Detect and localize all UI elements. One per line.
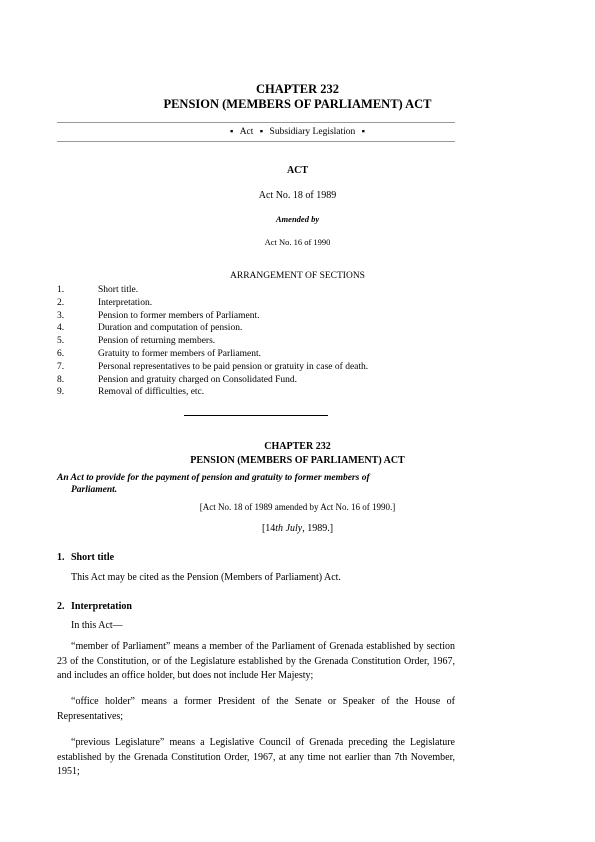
amended-by-heading: Amended by (275, 214, 320, 224)
section-2-heading: 2. Interpretation (57, 601, 132, 612)
nav-bar (0, 127, 595, 137)
section-2-intro: In this Act— (71, 620, 123, 631)
definition-office-holder: “office holder” means a former President of the Senate or Speaker of the House of Representatives; (57, 696, 455, 722)
body-chapter-number: CHAPTER 232 (264, 441, 331, 452)
act-number: Act No. 18 of 1989 (258, 190, 337, 201)
act-title: PENSION (MEMBERS OF PARLIAMENT) ACT (163, 97, 432, 111)
nav-top-rule (57, 122, 455, 123)
section-link-4[interactable]: 4. Duration and computation of pension. (57, 323, 243, 334)
section-link-5[interactable]: 5. Pension of returning members. (57, 336, 216, 347)
body-chapter-header (0, 440, 595, 468)
commencement-date: [14th July, 1989.] (261, 523, 334, 534)
sections-list (57, 284, 477, 399)
definition-member-of-parliament: “member of Parliament” means a member of the Parliament of Grenada established by section 23 of the Constitution, or of the Legislature established by the Grenada Constitution Order, 1967, and includes an office holder, but does not include Her Majesty; (57, 641, 455, 681)
nav-link-subsidiary-legislation[interactable]: Subsidiary Legislation (269, 127, 356, 137)
nav-bottom-rule (57, 141, 455, 142)
chapter-header (0, 82, 595, 112)
body-act-title: PENSION (MEMBERS OF PARLIAMENT) ACT (190, 455, 405, 466)
section-1-text: This Act may be cited as the Pension (Members of Parliament) Act. (71, 572, 341, 583)
chapter-number: CHAPTER 232 (256, 82, 339, 96)
definition-previous-legislature: “previous Legislature” means a Legislative Council of Grenada preceding the Legislature established by the Grenada Constitution Order, 1967, at any time not earlier than 7th November, 1951; (57, 737, 455, 777)
section-link-8[interactable]: 8. Pension and gratuity charged on Consolidated Fund. (57, 374, 298, 385)
nav-bullet: ▪ (361, 127, 366, 137)
section-link-9[interactable]: 9. Removal of difficulties, etc. (57, 387, 205, 398)
section-divider (184, 415, 328, 416)
amended-by-value: Act No. 16 of 1990 (264, 237, 331, 247)
section-link-2[interactable]: 2. Interpretation. (57, 297, 153, 308)
section-link-6[interactable]: 6. Gratuity to former members of Parliament. (57, 348, 262, 359)
nav-bullet: ▪ (259, 127, 264, 137)
act-heading: ACT (286, 165, 309, 176)
nav-link-act[interactable]: Act (239, 127, 254, 137)
section-1-heading: 1. Short title (57, 552, 115, 563)
arrangement-heading: ARRANGEMENT OF SECTIONS (230, 271, 365, 281)
amendment-note: [Act No. 18 of 1989 amended by Act No. 16 of 1990.] (199, 502, 396, 512)
section-link-7[interactable]: 7. Personal representatives to be paid pension or gratuity in case of death. (57, 361, 369, 372)
section-link-1[interactable]: 1. Short title. (57, 285, 139, 295)
long-title: An Act to provide for the payment of pension and gratuity to former members of Parliament. (57, 473, 370, 495)
section-link-3[interactable]: 3. Pension to former members of Parliament. (57, 310, 260, 321)
nav-bullet: ▪ (229, 127, 234, 137)
